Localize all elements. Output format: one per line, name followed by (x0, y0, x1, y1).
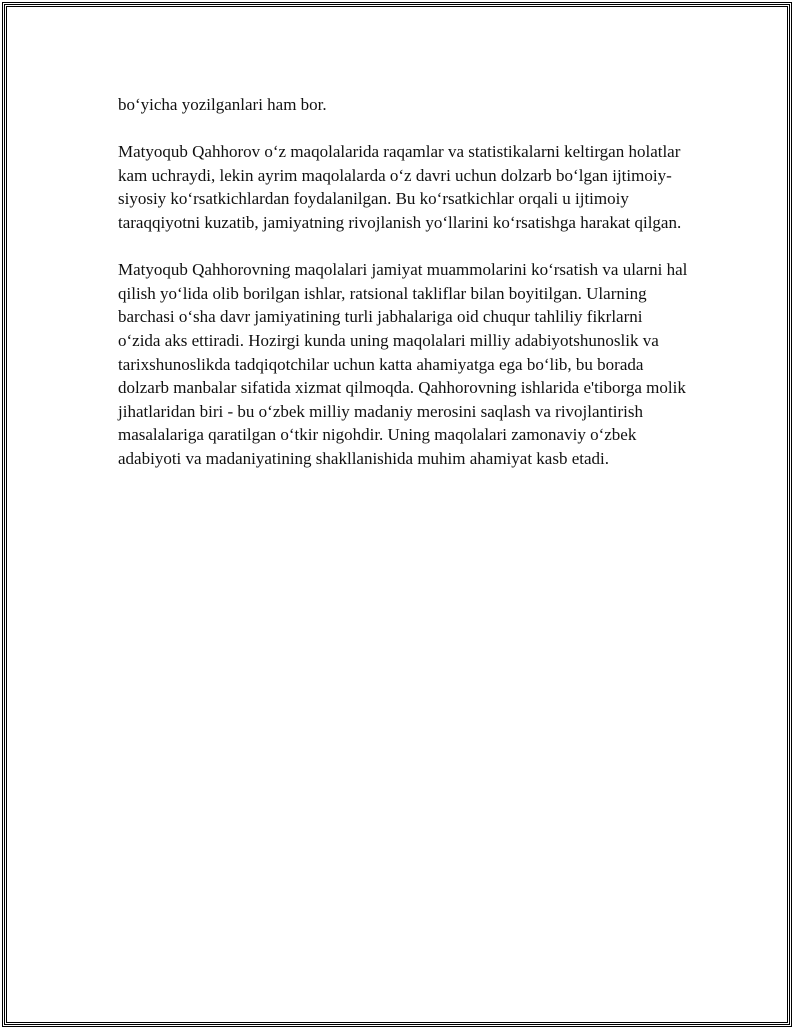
paragraph-statistics: Matyoqub Qahhorov o‘z maqolalarida raqamlar va statistikalarni keltirgan holatlar kam uchraydi, lekin ayrim maqolalarda o‘z davri uchun dolzarb bo‘lgan ijtimoiy-siyosiy ko‘rsatkichlardan foydalanilgan. Bu ko‘rsatkichlar orqali u ijtimoiy taraqqiyotni kuzatib, jamiyatning rivojlanish yo‘llarini ko‘rsatishga harakat qilgan. (118, 142, 682, 232)
paragraph-continuation: bo‘yicha yozilganlari ham bor. (118, 95, 327, 114)
paragraph-significance: Matyoqub Qahhorovning maqolalari jamiyat muammolarini ko‘rsatish va ularni hal qilish yo‘lida olib borilgan ishlar, ratsional takliflar bilan boyitilgan. Ularning barchasi o‘sha davr jamiyatining turli jabhalariga oid chuqur tahliliy fikrlarni o‘zida aks ettiradi. Hozirgi kunda uning maqolalari milliy adabiyotshunoslik va tarixshunoslikda tadqiqotchilar uchun katta ahamiyatga ega bo‘lib, bu borada dolzarb manbalar sifatida xizmat qilmoqda. Qahhorovning ishlarida e'tiborga molik jihatlaridan biri - bu o‘zbek milliy madaniy merosini saqlash va rivojlantirish masalalariga qaratilgan o‘tkir nigohdir. Uning maqolalari zamonaviy o‘zbek adabiyoti va madaniyatining shakllanishida muhim ahamiyat kasb etadi. (118, 260, 688, 468)
document-body (118, 93, 688, 494)
